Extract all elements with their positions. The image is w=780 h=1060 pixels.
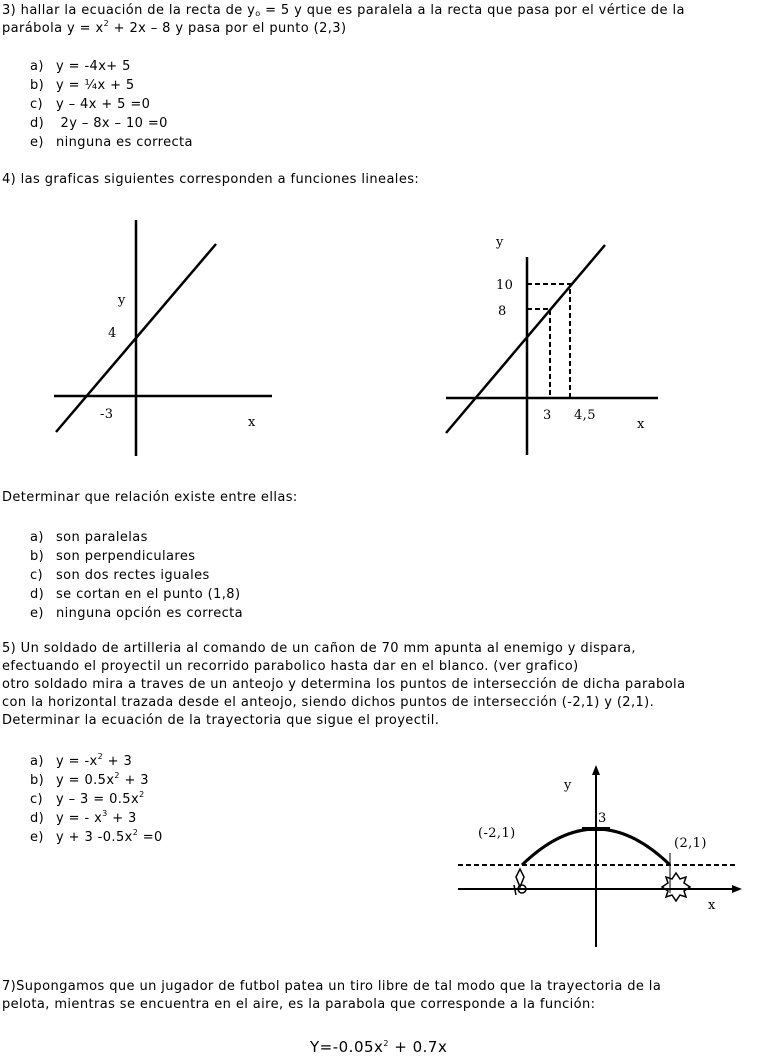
q5-option-e[interactable] (30, 828, 163, 847)
option-text: y = - x (56, 811, 103, 826)
q3-option-e[interactable] (30, 133, 193, 152)
q5-graph (450, 765, 750, 950)
option-text-rest: + 3 (103, 754, 133, 769)
option-text: y = ¼x + 5 (56, 78, 135, 93)
q3-option-c[interactable] (30, 95, 193, 114)
q5-options (30, 752, 163, 847)
option-exponent: 2 (139, 790, 145, 799)
y-label: y (564, 778, 572, 793)
option-text: ninguna es correcta (56, 135, 193, 150)
option-text: 2y – 8x – 10 =0 (56, 116, 168, 131)
q7-line1: 7)Supongamos que un jugador de futbol patea un tiro libre de tal modo que la trayectoria de la (2, 979, 662, 994)
label-3: 3 (598, 811, 607, 826)
option-letter: b) (30, 773, 45, 788)
q3-options (30, 57, 193, 152)
q4-option-c[interactable] (30, 566, 243, 585)
option-text-rest: + 3 (119, 773, 149, 788)
q7-function-equation (310, 1038, 447, 1056)
option-letter: c) (30, 568, 44, 583)
option-text: y = 0.5x (56, 773, 115, 788)
q5-statement (2, 640, 776, 730)
q4-option-b[interactable] (30, 547, 243, 566)
option-text: y – 4x + 5 =0 (56, 97, 151, 112)
point-right-label: (2,1) (674, 836, 707, 851)
q4-option-a[interactable] (30, 528, 243, 547)
option-letter: a) (30, 754, 44, 769)
option-text-rest: =0 (138, 830, 163, 845)
option-letter: e) (30, 135, 44, 150)
explosion-icon (662, 873, 690, 901)
q3-statement (2, 2, 776, 38)
equation-exponent: 2 (383, 1039, 390, 1048)
option-letter: e) (30, 606, 44, 621)
q5-line4: con la horizontal trazada desde el anteojo, siendo dichos puntos de intersección (-2,1) y (2,1). (2, 695, 655, 710)
label-minus3: -3 (100, 407, 114, 422)
q3-superscript: 2 (103, 19, 110, 28)
label-10: 10 (496, 278, 514, 293)
line-graph (446, 245, 605, 433)
option-letter: c) (30, 792, 44, 807)
option-letter: c) (30, 97, 44, 112)
option-text: son dos rectes iguales (56, 568, 210, 583)
q5-line2: efectuando el proyectil un recorrido parabolico hasta dar en el blanco. (ver grafico) (2, 659, 579, 674)
q3-line2: parábola y = x (2, 21, 104, 36)
point-left-label: (-2,1) (478, 826, 516, 841)
q4-option-d[interactable] (30, 585, 243, 604)
option-text-rest: + 3 (107, 811, 137, 826)
dashed-guide-10 (527, 284, 570, 398)
option-text: son paralelas (56, 530, 148, 545)
q3-line2-rest: + 2x – 8 y pasa por el punto (2,3) (109, 21, 347, 36)
option-text: se cortan en el punto (1,8) (56, 587, 241, 602)
q4-options (30, 528, 243, 623)
q4-title: 4) las graficas siguientes corresponden a funciones lineales: (2, 172, 420, 187)
option-text: y = -4x+ 5 (56, 59, 131, 74)
q5-line5: Determinar la ecuación de la trayectoria que sigue el proyectil. (2, 713, 440, 728)
option-letter: a) (30, 530, 44, 545)
x-label: x (637, 417, 645, 432)
option-letter: d) (30, 811, 45, 826)
q5-option-b[interactable] (30, 771, 163, 790)
option-letter: d) (30, 587, 45, 602)
q3-line1-rest: = 5 y que es paralela a la recta que pasa por el vértice de la (260, 3, 685, 18)
option-exponent: 2 (97, 752, 104, 761)
equation-rest: + 0.7x (389, 1038, 448, 1056)
option-exponent: 2 (132, 828, 139, 837)
q4-graph-right (440, 225, 680, 460)
q5-line3: otro soldado mira a traves de un anteojo y determina los puntos de intersección de dicha parabola (2, 677, 686, 692)
x-axis-arrow-icon (732, 885, 742, 893)
option-letter: a) (30, 59, 44, 74)
y-label: y (496, 235, 504, 250)
option-letter: b) (30, 78, 45, 93)
q4-graph-left (40, 220, 290, 460)
q5-line1: 5) Un soldado de artilleria al comando de un cañon de 70 mm apunta al enemigo y dispara, (2, 641, 636, 656)
q5-option-a[interactable] (30, 752, 163, 771)
option-text: y – 3 = 0.5x (56, 792, 140, 807)
equation-main: Y=-0.05x (310, 1038, 384, 1056)
option-letter: e) (30, 830, 44, 845)
option-letter: b) (30, 549, 45, 564)
label-3: 3 (543, 408, 552, 423)
q3-option-b[interactable] (30, 76, 193, 95)
label-8: 8 (498, 304, 507, 319)
option-text: ninguna opción es correcta (56, 606, 243, 621)
option-text: y + 3 -0.5x (56, 830, 133, 845)
y-label: y (118, 293, 126, 308)
q5-option-d[interactable] (30, 809, 163, 828)
q7-line2: pelota, mientras se encuentra en el aire, es la parabola que corresponde a la función: (2, 997, 596, 1012)
y-axis-arrow-icon (592, 765, 600, 775)
label-4: 4 (108, 326, 117, 341)
q5-option-c[interactable] (30, 790, 163, 809)
q4-option-e[interactable] (30, 604, 243, 623)
x-label: x (248, 415, 256, 430)
option-text: son perpendiculares (56, 549, 196, 564)
q3-option-a[interactable] (30, 57, 193, 76)
q3-line1: 3) hallar la ecuación de la recta de y (2, 3, 256, 18)
option-exponent: 3 (102, 809, 108, 818)
option-text: y = -x (56, 754, 98, 769)
label-4-5: 4,5 (574, 408, 596, 423)
option-letter: d) (30, 116, 45, 131)
option-exponent: 2 (114, 771, 120, 780)
x-label: x (708, 898, 716, 913)
cannon-icon (514, 869, 526, 895)
q7-statement (2, 978, 776, 1014)
q3-option-d[interactable] (30, 114, 193, 133)
q3-subscript: o (255, 9, 261, 18)
q4-question: Determinar que relación existe entre ellas: (2, 490, 298, 505)
